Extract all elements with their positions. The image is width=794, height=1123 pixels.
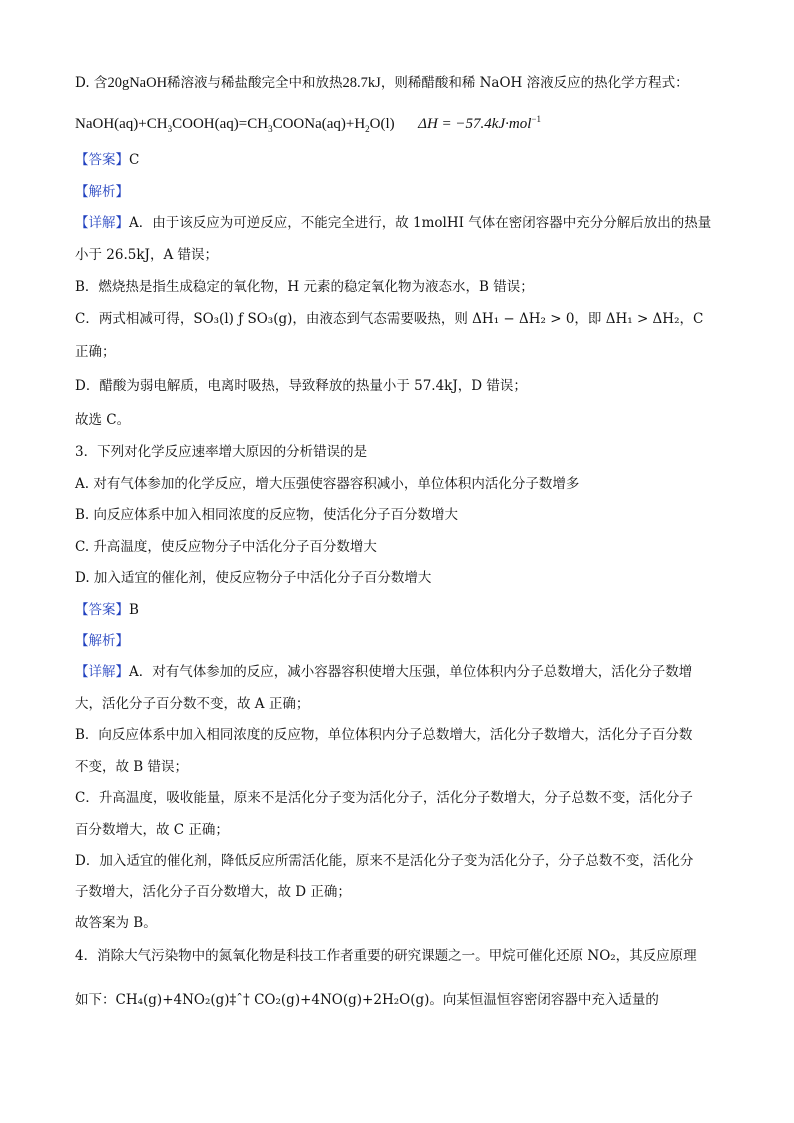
q2-detail-a-text: A．由于该反应为可逆反应，不能完全进行，故 1molHI 气体在密闭容器中充分分解后放出的热量 — [129, 215, 712, 231]
q2-option-d-heat: 28.7kJ — [342, 75, 381, 91]
q2-option-d-text: 稀溶液与稀盐酸完全中和放热 — [167, 75, 343, 91]
q3-answer — [75, 600, 724, 620]
equation-tail: O(l) — [369, 116, 395, 132]
q3-detail-b-line1: B．向反应体系中加入相同浓度的反应物，单位体积内分子总数增大，活化分子数增大，活化分子百分数 — [75, 727, 693, 743]
q2-analysis-heading — [75, 182, 724, 202]
q3-detail-c-line2: 百分数增大，故 C 正确； — [75, 822, 229, 838]
answer-tag: 【答案】 — [75, 602, 129, 618]
q3-conclusion: 故答案为 B。 — [75, 915, 157, 931]
q2-option-d-mass: 20gNaOH — [107, 75, 168, 91]
q2-conclusion: 故选 C。 — [75, 412, 131, 428]
equation-left: NaOH(aq)+CH — [75, 116, 168, 132]
detail-tag: 【详解】 — [75, 215, 129, 231]
q3-option-d: D. 加入适宜的催化剂，使反应物分子中活化分子百分数增大 — [75, 570, 432, 586]
q3-option-b: B. 向反应体系中加入相同浓度的反应物，使活化分子百分数增大 — [75, 507, 459, 523]
q3-analysis-heading — [75, 631, 724, 651]
analysis-tag: 【解析】 — [75, 633, 129, 649]
answer-tag: 【答案】 — [75, 152, 129, 168]
q3-stem: 3．下列对化学反应速率增大原因的分析错误的是 — [75, 444, 368, 460]
q3-option-c: C. 升高温度，使反应物分子中活化分子百分数增大 — [75, 539, 377, 555]
q2-option-d-prefix: D. 含 — [75, 75, 108, 91]
q4-stem-line1: 4．消除大气污染物中的氮氧化物是科技工作者重要的研究课题之一。甲烷可催化还原 NO₂，其反应原理 — [75, 948, 697, 964]
q2-option-d-suffix: ，则稀醋酸和稀 NaOH 溶液反应的热化学方程式： — [380, 75, 689, 91]
q3-detail-a-line1 — [75, 662, 724, 682]
q4-stem-line2: 如下：CH₄(g)+4NO₂(g)‡ˆ† CO₂(g)+4NO(g)+2H₂O(g)。向某恒温恒容密闭容器中充入适量的 — [75, 992, 659, 1008]
q2-detail-b: B．燃烧热是指生成稳定的氧化物，H 元素的稳定氧化物为液态水，B 错误； — [75, 279, 534, 295]
q3-detail-b-line2: 不变，故 B 错误； — [75, 759, 189, 775]
q2-detail-a-line2: 小于 26.5kJ，A 错误； — [75, 247, 218, 263]
detail-tag: 【详解】 — [75, 664, 129, 680]
q3-detail-d-line1: D．加入适宜的催化剂，降低反应所需活化能，原来不是活化分子变为活化分子，分子总数不变，活化分 — [75, 853, 694, 869]
q3-option-a: A. 对有气体参加的化学反应，增大压强使容器容积减小，单位体积内活化分子数增多 — [75, 476, 580, 492]
answer-value: B — [129, 602, 139, 618]
equation-right: COONa(aq)+H — [272, 116, 366, 132]
q2-detail-a-line1 — [75, 213, 724, 233]
q2-answer — [75, 150, 724, 170]
analysis-tag: 【解析】 — [75, 184, 129, 200]
answer-value: C — [129, 152, 140, 168]
q3-detail-a-text: A．对有气体参加的反应，减小容器容积使增大压强，单位体积内分子总数增大，活化分子数增 — [129, 664, 693, 680]
equation-mid: COOH(aq)=CH — [172, 116, 269, 132]
q3-detail-c-line1: C．升高温度，吸收能量，原来不是活化分子变为活化分子，活化分子数增大，分子总数不变，活化分子 — [75, 790, 693, 806]
equation-delta-h: ΔH = −57.4kJ·mol — [418, 116, 532, 132]
q3-detail-d-line2: 子数增大，活化分子百分数增大，故 D 正确； — [75, 884, 351, 900]
q2-detail-d: D．醋酸为弱电解质，电离时吸热，导致释放的热量小于 57.4kJ，D 错误； — [75, 378, 527, 394]
q2-option-d — [75, 73, 724, 93]
q2-detail-c-line1: C．两式相减可得，SO₃(l) ƒ SO₃(g)，由液态到气态需要吸热，则 ΔH₁ − ΔH₂ > 0，即 ΔH₁ > ΔH₂，C — [75, 311, 704, 327]
q3-detail-a-line2: 大，活化分子百分数不变，故 A 正确； — [75, 696, 310, 712]
q2-detail-c-line2: 正确； — [75, 344, 116, 360]
thermochemical-equation: $NaOH(aq)+CH_3COOH(aq)=CH_3COONa(aq)+H_2O(l) \Delta H = -57.4kJ\cdot mol^{-1}$ — [75, 114, 541, 134]
